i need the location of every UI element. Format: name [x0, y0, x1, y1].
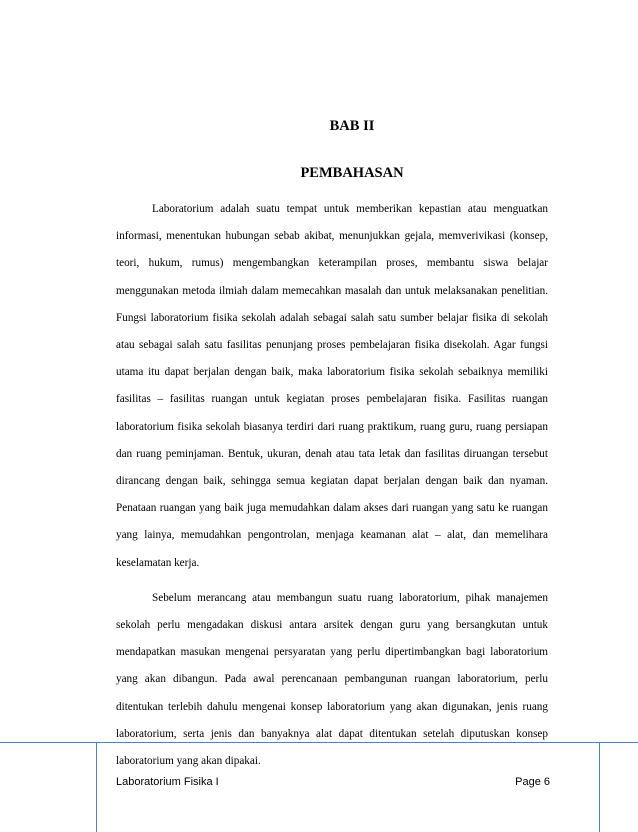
- chapter-heading: BAB II: [329, 118, 375, 134]
- paragraph-2: Sebelum merancang atau membangun suatu ruang laboratorium, pihak manajemen sekolah perlu mengadakan diskusi antara arsitek dengan guru yang bersangkutan untuk mendapatkan masukan mengenai persyaratan yang perlu dipertimbangkan bagi laboratorium yang akan dibangun. Pada awal perencanaan pembangunan ruangan laboratorium, perlu ditentukan terlebih dahulu mengenai konsep laboratorium yang akan digunakan, jenis ruang laboratorium, serta jenis dan banyaknya alat dapat ditentukan setelah diputuskan konsep laboratorium yang akan dipakai.: [116, 591, 548, 768]
- body-text: [116, 196, 548, 783]
- footer-page-number: Page 6: [515, 776, 550, 788]
- section-title: PEMBAHASAN: [300, 165, 404, 181]
- footer-document-title: Laboratorium Fisika I: [116, 776, 219, 788]
- paragraph-1: Laboratorium adalah suatu tempat untuk memberikan kepastian atau menguatkan informasi, menentukan hubungan sebab akibat, menunjukkan gejala, memverivikasi (konsep, teori, hukum, rumus) mengembangkan keterampilan proses, membantu siswa belajar menggunakan metoda ilmiah dalam memecahkan masalah dan untuk melaksanakan penelitian. Fungsi laboratorium fisika sekolah adalah sebagai salah satu sumber belajar fisika di sekolah atau sebagai salah satu fasilitas penunjang proses pembelajaran fisika disekolah. Agar fungsi utama itu dapat berjalan dengan baik, maka laboratorium fisika sekolah sebaiknya memiliki fasilitas – fasilitas ruangan untuk kegiatan proses pembelajaran fisika. Fasilitas ruangan laboratorium fisika sekolah biasanya terdiri dari ruang praktikum, ruang guru, ruang persiapan dan ruang peminjaman. Bentuk, ukuran, denah atau tata letak dan fasilitas diruangan tersebut dirancang dengan baik, sehingga semua kegiatan dapat berjalan dengan baik dan nyaman. Penataan ruangan yang baik juga memudahkan dalam akses dari ruangan yang satu ke ruangan yang lainya, memudahkan pengontrolan, menjaga keamanan alat – alat, dan memelihara keselamatan kerja.: [116, 203, 548, 569]
